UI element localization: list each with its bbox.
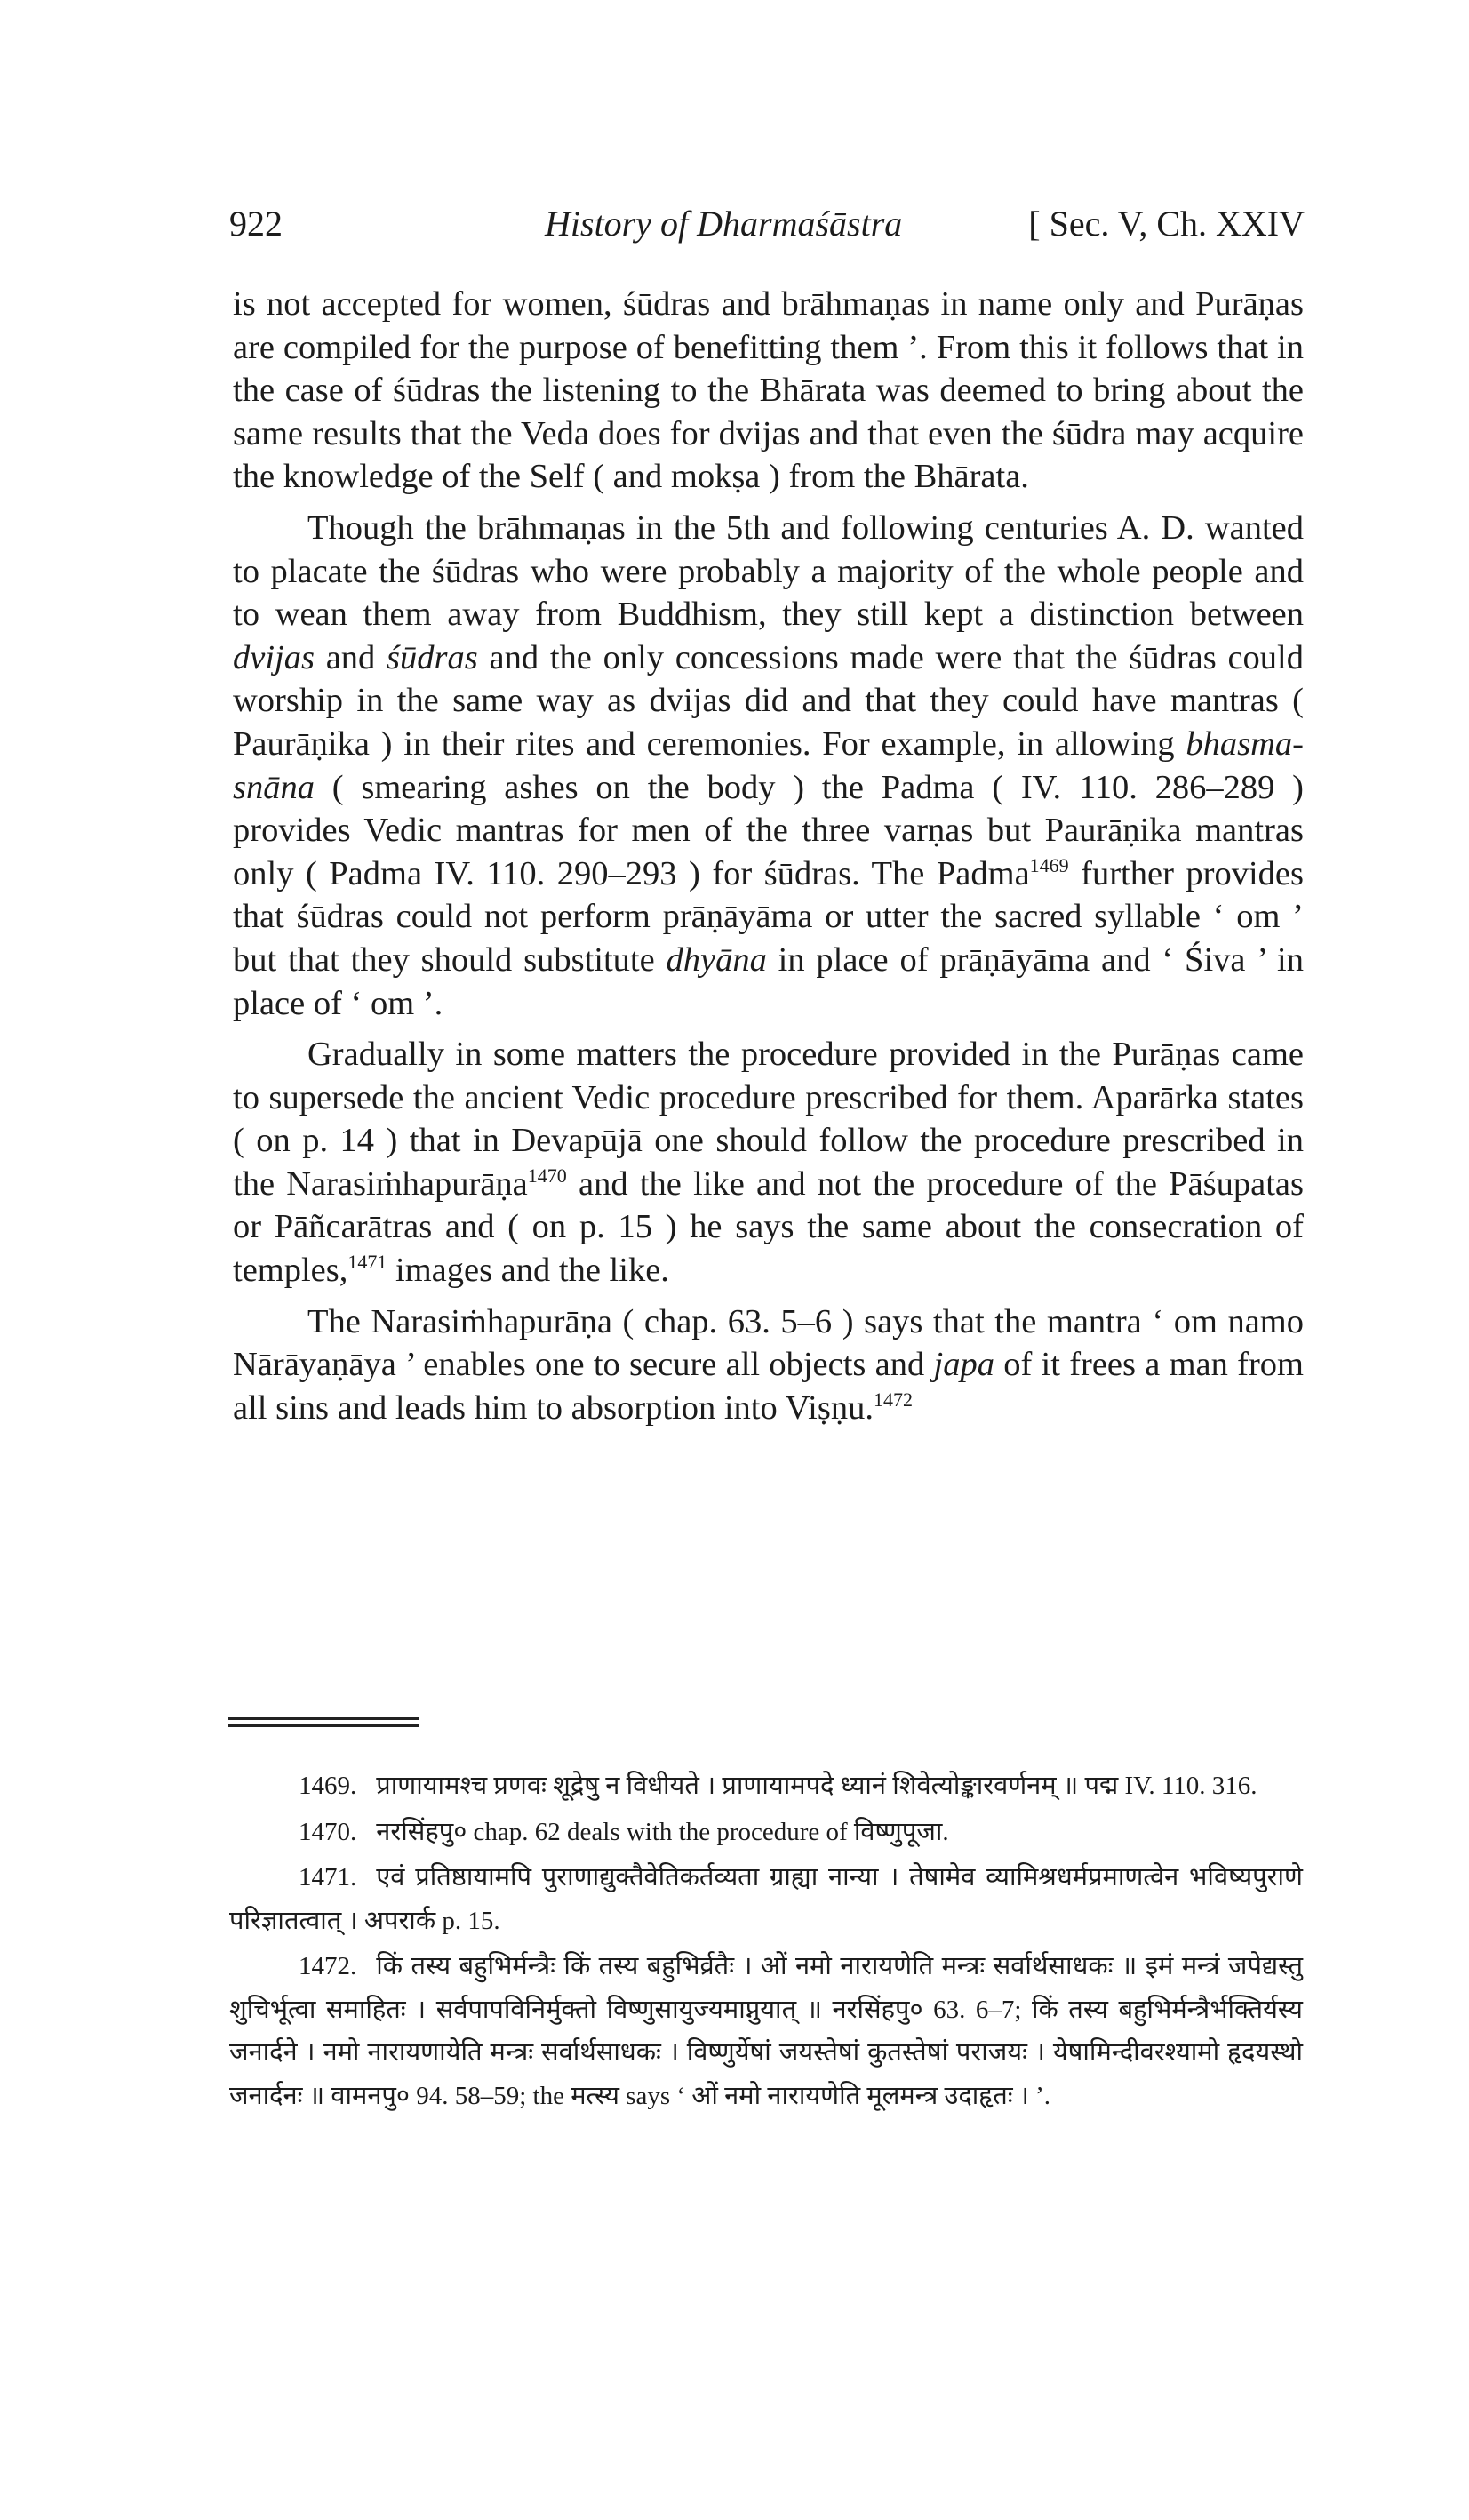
footnote-text: प्राणायामश्च प्रणवः शूद्रेषु न विधीयते । प्राणायामपदे ध्यानं शिवेत्योङ्कारवर्णनम् ॥ पद्म IV. 110. 316. <box>376 1772 1257 1800</box>
footnote-text: नरसिंहपु० chap. 62 deals with the procedure of विष्णुपूजा. <box>376 1817 949 1846</box>
section-reference: [ Sec. V, Ch. XXIV <box>1028 204 1305 244</box>
footnote-ref-1470: 1470 <box>527 1164 567 1188</box>
footnote-1471 <box>229 1856 1303 1942</box>
page-header <box>229 197 1305 251</box>
footnote-1470 <box>229 1811 1303 1854</box>
footnote-ref-1471: 1471 <box>347 1251 387 1274</box>
footnotes <box>229 1764 1303 2120</box>
footnote-ref-1472: 1472 <box>873 1388 913 1412</box>
footnote-number: 1472. <box>299 1952 357 1980</box>
footnote-number: 1469. <box>299 1772 357 1800</box>
footnote-1472 <box>229 1945 1303 2117</box>
footnote-number: 1470. <box>299 1817 357 1846</box>
footnote-1469 <box>229 1764 1303 1808</box>
main-text <box>233 283 1304 1437</box>
footnote-text: एवं प्रतिष्ठायामपि पुराणाद्युक्तैवेतिकर्तव्यता ग्राह्या नान्या । तेषामेव व्यामिश्रधर्मप्रमाणत्वेन भविष्यपुराणे परिज्ञातत्वात् । अपरार्क p. 15. <box>229 1863 1303 1935</box>
footnote-ref-1469: 1469 <box>1029 853 1069 876</box>
paragraph-3: Gradually in some matters the procedure provided in the Purāṇas came to supersede the ancient Vedic procedure prescribed for them. Aparārka states ( on p. 14 ) that in Devapūjā one should follow the procedure prescribed in the Narasiṁhapurāṇa$^{1470}$ and the like and not the procedure of the Pāśupatas or Pāñcarātras and ( on p. 15 ) he says the same about the consecration of temples,$^{1471}$ images and the like. <box>233 1036 1305 1290</box>
paragraph-1: is not accepted for women, śūdras and brāhmaṇas in name only and Purāṇas are compiled for the purpose of benefitting them ’. From this it follows that in the case of śūdras the listening to the Bhārata was deemed to bring about the same results that the Veda does for dvijas and that even the śūdra may acquire the knowledge of the Self ( and mokṣa ) from the Bhārata. <box>233 285 1304 496</box>
page-number: 922 <box>229 204 283 244</box>
footnote-divider <box>228 1724 419 1727</box>
paragraph-2: Though the brāhmaṇas in the 5th and following centuries A. D. wanted to placate the śūdras who were probably a majority of the whole people and to wean them away from Buddhism, they still kept a distinction between dvijas and śūdras and the only concessions made were that the śūdras could worship in the same way as dvijas did and that they could have mantras ( Paurāṇika ) in their rites and ceremonies. For example, in allowing bhasma-snāna ( smearing ashes on the body ) the Padma ( IV. 110. 286–289 ) provides Vedic mantras for men of the three varṇas but Paurāṇika mantras only ( Padma IV. 110. 290–293 ) for śūdras. The Padma$^{1469}$ further provides that śūdras could not perform prāṇāyāma or utter the sacred syllable ‘ om ’ but that they should substitute dhyāna in place of prāṇāyāma and ‘ Śiva ’ in place of ‘ om ’. <box>233 508 1305 1022</box>
footnote-divider <box>228 1717 419 1720</box>
footnote-number: 1471. <box>299 1863 357 1892</box>
footnote-text: किं तस्य बहुभिर्मन्त्रैः किं तस्य बहुभिर्व्रतैः । ओं नमो नारायणेति मन्त्रः सर्वार्थसाधकः ॥ इमं मन्त्रं जपेद्यस्तु शुचिर्भूत्वा समाहितः । सर्वपापविनिर्मुक्तो विष्णुसायुज्यमाप्नुयात् ॥ नरसिंहपु० 63. 6–7; किं तस्य बहुभिर्मन्त्रैर्भक्तिर्यस्य जनार्दने । नमो नारायणायेति मन्त्रः सर्वार्थसाधकः । विष्णुर्येषां जयस्तेषां कुतस्तेषां पराजयः । येषामिन्दीवरश्यामो हृदयस्थो जनार्दनः ॥ वामनपु० 94. 58–59; the मत्स्य says ‘ ओं नमो नारायणेति मूलमन्त्र उदाहृतः । ’. <box>229 1952 1303 2110</box>
running-title: History of Dharmaśāstra <box>545 204 903 244</box>
paragraph-4: The Narasiṁhapurāṇa ( chap. 63. 5–6 ) says that the mantra ‘ om namo Nārāyaṇāya ’ enables one to secure all objects and japa of it frees a man from all sins and leads him to absorption into Viṣṇu.$^{1472}$ <box>233 1302 1304 1427</box>
